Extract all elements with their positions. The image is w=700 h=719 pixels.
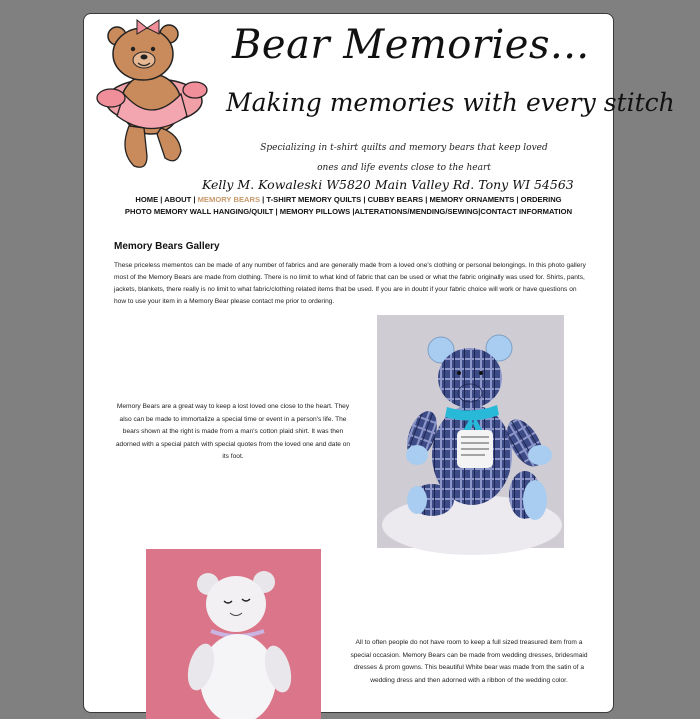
plaid-bear-photo [377, 315, 564, 548]
main-content [114, 241, 588, 684]
satin-bear-caption: All to often people do not have room to keep a full sized treasured item from a special occasion. Memory Bears can be made from wedding dresses, bridesmaid dresses & prom gowns. This beautiful White bear was made from the satin of a wedding dress and then adorned with a ribbon of the wedding color. [350, 639, 588, 684]
bear-logo [89, 16, 219, 174]
nav-link-t-shirt-memory-quilts[interactable]: T-SHIRT MEMORY QUILTS [266, 195, 362, 204]
nav-link-ordering[interactable]: ORDERING [520, 195, 562, 204]
site-address: Kelly M. Kowaleski W5820 Main Valley Rd. Tony WI 54563 [202, 177, 574, 192]
gallery-item-satin-bear [114, 549, 586, 719]
site-subtagline: Specializing in t-shirt quilts and memory bears that keep loved ones and life events close to the heart [260, 143, 548, 173]
intro-paragraph: These priceless mementos can be made of any number of fabrics and are generally made from a loved one's clothing or personal belongings. In this photo gallery most of the Memory Bears are made from clothing. There is no limit to what kind of fabric that can be used or what the fabric originally was used for. Shirts, pants, jackets, blankets, there really is no limit to what fabric/clothing related items that be used. If you are in doubt if your fabric choice will work or have questions on how to use your item in a Memory Bear please contact me prior to ordering. [114, 262, 586, 305]
nav-link-memory-ornaments[interactable]: MEMORY ORNAMENTS [429, 195, 515, 204]
nav-link-home[interactable]: HOME [135, 195, 159, 204]
nav-link-photo-memory-wall-hanging[interactable]: PHOTO MEMORY WALL HANGING/QUILT [124, 207, 274, 216]
site-title: Bear Memories... [232, 22, 590, 68]
nav-row-2: PHOTO MEMORY WALL HANGING/QUILT | MEMORY PILLOWS |ALTERATIONS/MENDING/SEWING|CONTACT INFORMATION [124, 207, 573, 216]
site-tagline: Making memories with every stitch [226, 88, 675, 117]
nav-row-1: HOME | ABOUT | MEMORY BEARS | T-SHIRT MEMORY QUILTS | CUBBY BEARS | MEMORY ORNAMENTS | ORDERING [135, 195, 562, 204]
nav-link-contact-information[interactable]: CONTACT INFORMATION [480, 207, 573, 216]
nav-link-memory-bears[interactable]: MEMORY BEARS [197, 195, 261, 204]
page-title: Memory Bears Gallery [114, 241, 220, 252]
plaid-bear-caption: Memory Bears are a great way to keep a lost loved one close to the heart. They also can be made to immortalize a special time or event in a person's life. The bears shown at the right is made from a man's cotton plaid shirt. It was then adorned with a special patch with special quotes from the loved one and date on its foot. [115, 403, 351, 460]
site-header [84, 14, 675, 192]
nav-link-cubby-bears[interactable]: CUBBY BEARS [367, 195, 424, 204]
nav-link-about[interactable]: ABOUT [164, 195, 192, 204]
nav-link-memory-pillows[interactable]: MEMORY PILLOWS [279, 207, 351, 216]
satin-bear-photo [146, 549, 321, 719]
main-navigation [84, 194, 613, 218]
gallery-item-plaid-bear [114, 315, 586, 549]
nav-link-alterations[interactable]: ALTERATIONS/MENDING/SEWING [354, 207, 479, 216]
page-container [83, 13, 675, 713]
